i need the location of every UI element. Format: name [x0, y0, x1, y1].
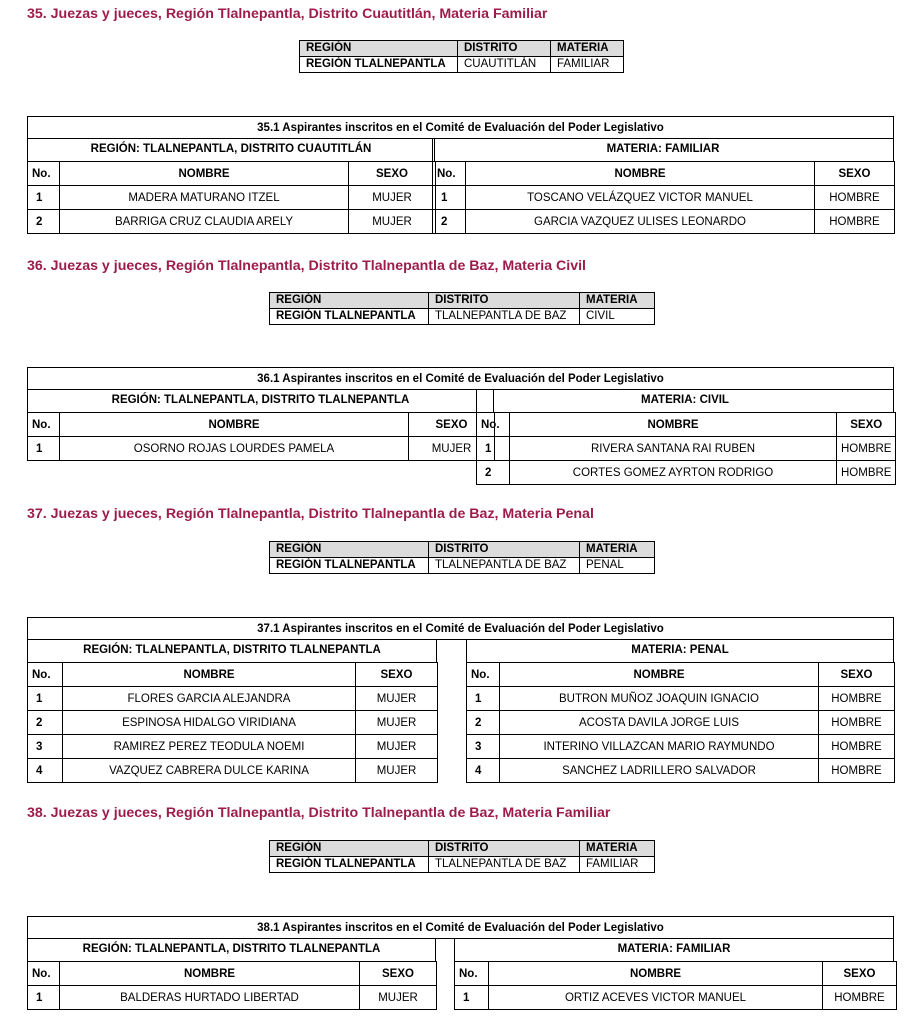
- applicant-sex: HOMBRE: [815, 210, 895, 234]
- applicant-sex: MUJER: [409, 437, 495, 461]
- applicant-sex: HOMBRE: [837, 437, 896, 461]
- applicant-sex: MUJER: [360, 986, 437, 1010]
- applicants-table-subject: [476, 412, 896, 485]
- applicant-sex: MUJER: [349, 210, 436, 234]
- applicant-sex: HOMBRE: [819, 735, 895, 759]
- row-number: 1: [28, 986, 60, 1010]
- table-row: [477, 437, 896, 461]
- table-row: [28, 687, 438, 711]
- district-header: DISTRITO: [429, 542, 580, 558]
- applicant-sex: MUJER: [356, 759, 438, 783]
- applicant-sex: MUJER: [356, 711, 438, 735]
- no-header: No.: [433, 162, 466, 186]
- subject-value: FAMILIAR: [580, 857, 655, 873]
- region-info-table: [269, 292, 655, 325]
- row-number: 3: [467, 735, 500, 759]
- column-header-row: [477, 413, 896, 437]
- applicant-name: RIVERA SANTANA RAI RUBEN: [510, 437, 837, 461]
- row-number: 1: [477, 437, 510, 461]
- section-title: 38. Juezas y jueces, Región Tlalnepantla, Distrito Tlalnepantla de Baz, Materia Familiar: [27, 805, 611, 821]
- column-header-row: [28, 413, 495, 437]
- applicant-name: OSORNO ROJAS LOURDES PAMELA: [60, 437, 409, 461]
- sex-header: SEXO: [360, 962, 437, 986]
- row-number: 2: [28, 210, 60, 234]
- region-district-label: REGIÓN: TLALNEPANTLA, DISTRITO TLALNEPANTLA: [27, 389, 494, 413]
- district-value: TLALNEPANTLA DE BAZ: [429, 309, 580, 325]
- no-header: No.: [28, 663, 63, 687]
- column-header-row: [28, 962, 437, 986]
- applicants-table-region: [27, 961, 437, 1010]
- applicant-name: ORTIZ ACEVES VICTOR MANUEL: [489, 986, 823, 1010]
- region-header: REGIÓN: [300, 41, 458, 57]
- table-row: [467, 687, 895, 711]
- region-district-label: REGIÓN: TLALNEPANTLA, DISTRITO CUAUTITLÁN: [27, 138, 435, 162]
- name-header: NOMBRE: [510, 413, 837, 437]
- sex-header: SEXO: [409, 413, 495, 437]
- applicant-name: TOSCANO VELÁZQUEZ VICTOR MANUEL: [466, 186, 815, 210]
- applicant-sex: HOMBRE: [819, 687, 895, 711]
- subject-value: FAMILIAR: [551, 57, 624, 73]
- applicant-name: GARCIA VAZQUEZ ULISES LEONARDO: [466, 210, 815, 234]
- district-header: DISTRITO: [429, 841, 580, 857]
- info-value-row: [270, 309, 655, 325]
- district-value: TLALNEPANTLA DE BAZ: [429, 558, 580, 574]
- column-header-row: [433, 162, 895, 186]
- applicant-name: BUTRON MUÑOZ JOAQUIN IGNACIO: [500, 687, 819, 711]
- table-row: [28, 186, 436, 210]
- row-number: 1: [28, 687, 63, 711]
- info-header-row: [270, 542, 655, 558]
- table-row: [467, 759, 895, 783]
- no-header: No.: [28, 962, 60, 986]
- table-row: [467, 711, 895, 735]
- applicant-name: VAZQUEZ CABRERA DULCE KARINA: [63, 759, 356, 783]
- table-row: [455, 986, 897, 1010]
- row-number: 2: [477, 461, 510, 485]
- column-header-row: [467, 663, 895, 687]
- applicant-sex: MUJER: [356, 687, 438, 711]
- applicants-table-subject: [454, 961, 897, 1010]
- region-value: REGIÓN TLALNEPANTLA: [270, 857, 429, 873]
- no-header: No.: [467, 663, 500, 687]
- subject-header: MATERIA: [580, 542, 655, 558]
- column-header-row: [28, 162, 436, 186]
- applicants-table-subject: [432, 161, 895, 234]
- row-number: 4: [467, 759, 500, 783]
- row-number: 1: [467, 687, 500, 711]
- applicant-sex: HOMBRE: [819, 759, 895, 783]
- sex-header: SEXO: [815, 162, 895, 186]
- applicant-name: FLORES GARCIA ALEJANDRA: [63, 687, 356, 711]
- subject-label: MATERIA: PENAL: [466, 639, 894, 663]
- applicants-table-subject: [466, 662, 895, 783]
- subject-value: PENAL: [580, 558, 655, 574]
- table-row: [28, 735, 438, 759]
- name-header: NOMBRE: [63, 663, 356, 687]
- info-header-row: [270, 841, 655, 857]
- row-number: 1: [455, 986, 489, 1010]
- region-value: REGIÓN TLALNEPANTLA: [300, 57, 458, 73]
- applicant-name: SANCHEZ LADRILLERO SALVADOR: [500, 759, 819, 783]
- sex-header: SEXO: [837, 413, 896, 437]
- table-row: [28, 210, 436, 234]
- row-number: 2: [467, 711, 500, 735]
- name-header: NOMBRE: [60, 162, 349, 186]
- subject-header: MATERIA: [580, 841, 655, 857]
- table-caption: 38.1 Aspirantes inscritos en el Comité de Evaluación del Poder Legislativo: [27, 916, 894, 939]
- info-value-row: [270, 857, 655, 873]
- table-row: [433, 210, 895, 234]
- table-row: [28, 759, 438, 783]
- table-row: [433, 186, 895, 210]
- applicant-name: RAMIREZ PEREZ TEODULA NOEMI: [63, 735, 356, 759]
- info-value-row: [270, 558, 655, 574]
- applicant-name: ACOSTA DAVILA JORGE LUIS: [500, 711, 819, 735]
- table-row: [467, 735, 895, 759]
- applicant-name: BARRIGA CRUZ CLAUDIA ARELY: [60, 210, 349, 234]
- region-header: REGIÓN: [270, 293, 429, 309]
- applicant-name: INTERINO VILLAZCAN MARIO RAYMUNDO: [500, 735, 819, 759]
- name-header: NOMBRE: [466, 162, 815, 186]
- sex-header: SEXO: [356, 663, 438, 687]
- subject-value: CIVIL: [580, 309, 655, 325]
- table-caption: 37.1 Aspirantes inscritos en el Comité de Evaluación del Poder Legislativo: [27, 617, 894, 640]
- applicant-sex: MUJER: [349, 186, 436, 210]
- subject-label: MATERIA: FAMILIAR: [432, 138, 894, 162]
- info-header-row: [300, 41, 624, 57]
- subject-header: MATERIA: [551, 41, 624, 57]
- name-header: NOMBRE: [60, 962, 360, 986]
- region-district-label: REGIÓN: TLALNEPANTLA, DISTRITO TLALNEPANTLA: [27, 639, 437, 663]
- no-header: No.: [477, 413, 510, 437]
- name-header: NOMBRE: [60, 413, 409, 437]
- no-header: No.: [28, 413, 60, 437]
- applicant-name: CORTES GOMEZ AYRTON RODRIGO: [510, 461, 837, 485]
- name-header: NOMBRE: [500, 663, 819, 687]
- applicant-sex: HOMBRE: [837, 461, 896, 485]
- table-row: [28, 437, 495, 461]
- region-value: REGIÓN TLALNEPANTLA: [270, 309, 429, 325]
- row-number: 2: [433, 210, 466, 234]
- region-district-label: REGIÓN: TLALNEPANTLA, DISTRITO TLALNEPANTLA: [27, 938, 436, 962]
- table-caption: 36.1 Aspirantes inscritos en el Comité de Evaluación del Poder Legislativo: [27, 367, 894, 390]
- table-row: [477, 461, 896, 485]
- row-number: 2: [28, 711, 63, 735]
- name-header: NOMBRE: [489, 962, 823, 986]
- region-info-table: [269, 541, 655, 574]
- column-header-row: [455, 962, 897, 986]
- applicant-name: BALDERAS HURTADO LIBERTAD: [60, 986, 360, 1010]
- row-number: 1: [433, 186, 466, 210]
- district-header: DISTRITO: [458, 41, 551, 57]
- sex-header: SEXO: [349, 162, 436, 186]
- section-title: 37. Juezas y jueces, Región Tlalnepantla, Distrito Tlalnepantla de Baz, Materia Penal: [27, 506, 594, 522]
- info-value-row: [300, 57, 624, 73]
- subject-label: MATERIA: FAMILIAR: [454, 938, 894, 962]
- subject-header: MATERIA: [580, 293, 655, 309]
- applicants-table-region: [27, 662, 438, 783]
- info-header-row: [270, 293, 655, 309]
- region-info-table: [299, 40, 624, 73]
- district-value: CUAUTITLÁN: [458, 57, 551, 73]
- applicant-name: ESPINOSA HIDALGO VIRIDIANA: [63, 711, 356, 735]
- region-header: REGIÓN: [270, 542, 429, 558]
- applicant-sex: HOMBRE: [819, 711, 895, 735]
- section-title: 36. Juezas y jueces, Región Tlalnepantla, Distrito Tlalnepantla de Baz, Materia Civil: [27, 258, 586, 274]
- table-caption: 35.1 Aspirantes inscritos en el Comité de Evaluación del Poder Legislativo: [27, 116, 894, 139]
- row-number: 3: [28, 735, 63, 759]
- row-number: 1: [28, 437, 60, 461]
- row-number: 1: [28, 186, 60, 210]
- region-header: REGIÓN: [270, 841, 429, 857]
- applicant-sex: HOMBRE: [823, 986, 897, 1010]
- district-header: DISTRITO: [429, 293, 580, 309]
- column-header-row: [28, 663, 438, 687]
- applicants-table-region: [27, 412, 495, 461]
- table-row: [28, 986, 437, 1010]
- region-info-table: [269, 840, 655, 873]
- district-value: TLALNEPANTLA DE BAZ: [429, 857, 580, 873]
- region-value: REGIÓN TLALNEPANTLA: [270, 558, 429, 574]
- table-row: [28, 711, 438, 735]
- no-header: No.: [455, 962, 489, 986]
- subject-label: MATERIA: CIVIL: [476, 389, 894, 413]
- row-number: 4: [28, 759, 63, 783]
- sex-header: SEXO: [823, 962, 897, 986]
- applicant-sex: MUJER: [356, 735, 438, 759]
- applicant-name: MADERA MATURANO ITZEL: [60, 186, 349, 210]
- no-header: No.: [28, 162, 60, 186]
- sex-header: SEXO: [819, 663, 895, 687]
- applicants-table-region: [27, 161, 436, 234]
- section-title: 35. Juezas y jueces, Región Tlalnepantla, Distrito Cuautitlán, Materia Familiar: [27, 6, 548, 22]
- applicant-sex: HOMBRE: [815, 186, 895, 210]
